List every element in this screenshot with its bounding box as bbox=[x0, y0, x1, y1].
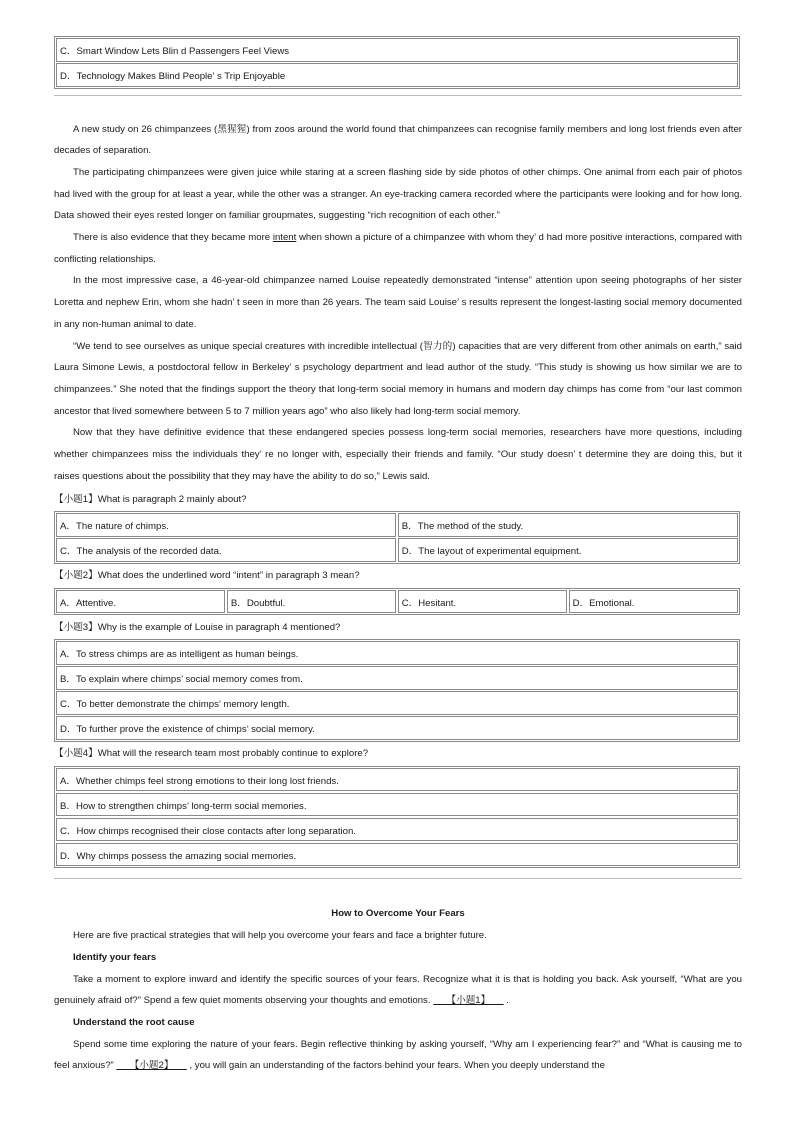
option-row bbox=[56, 716, 738, 740]
exam-page bbox=[54, 36, 742, 1077]
q3-option-d[interactable]: D．To further prove the existence of chimps’ social memory. bbox=[56, 716, 738, 740]
option-row bbox=[56, 691, 738, 715]
answer-blank-1[interactable] bbox=[433, 995, 503, 1006]
question-stem: 【小题4】What will the research team most probably continue to explore? bbox=[54, 748, 369, 760]
text: Spend some time exploring the nature of your fears. Begin reflective thinking by asking yourself, “Why am I experiencing fear?” and “What is causing me to feel anxious?” bbox=[54, 1038, 742, 1072]
q2-option-c[interactable]: C．Hesitant. bbox=[398, 590, 567, 614]
option-row bbox=[56, 513, 738, 537]
question-stem: 【小题3】Why is the example of Louise in paragraph 4 mentioned? bbox=[54, 621, 341, 633]
text: There is also evidence that they became more bbox=[73, 232, 273, 244]
paragraph bbox=[54, 227, 742, 270]
section-heading: Identify your fears bbox=[73, 951, 157, 963]
option-d[interactable]: D．Technology Makes Blind People’ s Trip Enjoyable bbox=[56, 63, 738, 87]
underlined-word: intent bbox=[272, 232, 297, 244]
option-row bbox=[56, 590, 738, 614]
answer-blank-2[interactable] bbox=[116, 1060, 186, 1071]
paragraph bbox=[54, 1034, 742, 1077]
q4-options-table bbox=[54, 766, 740, 869]
option-row bbox=[56, 38, 738, 62]
q3-option-c[interactable]: C．To better demonstrate the chimps’ memory length. bbox=[56, 691, 738, 715]
q3-options-table bbox=[54, 639, 740, 742]
paragraph: A new study on 26 chimpanzees (黑猩猩) from zoos around the world found that chimpanzees can recognise family members and long lost friends even after decades of separation. bbox=[54, 123, 742, 157]
q2-options-table bbox=[54, 588, 740, 616]
question-stem: 【小题1】What is paragraph 2 mainly about? bbox=[54, 493, 247, 505]
option-c[interactable]: C．Smart Window Lets Blin d Passengers Feel Views bbox=[56, 38, 738, 62]
q1-option-c[interactable]: C．The analysis of the recorded data. bbox=[56, 538, 396, 562]
q4-option-d[interactable]: D．Why chimps possess the amazing social memories. bbox=[56, 843, 738, 867]
section-divider bbox=[54, 878, 742, 879]
question-stem: 【小题2】What does the underlined word “intent” in paragraph 3 mean? bbox=[54, 570, 360, 582]
option-row bbox=[56, 843, 738, 867]
q1-option-b[interactable]: B．The method of the study. bbox=[398, 513, 738, 537]
text: Take a moment to explore inward and identify the specific sources of your fears. Recognize what it is that is holding you back. Ask yourself, “What are you genuinely afraid of?” Spend a few quiet moments observing your thoughts and emotions. bbox=[54, 973, 742, 1007]
option-row bbox=[56, 768, 738, 792]
q1-options-table bbox=[54, 511, 740, 564]
q3-option-b[interactable]: B．To explain where chimps’ social memory comes from. bbox=[56, 666, 738, 690]
option-row bbox=[56, 793, 738, 817]
section-heading: Understand the root cause bbox=[73, 1016, 195, 1028]
paragraph: “We tend to see ourselves as unique special creatures with incredible intellectual (智力的) capacities that are very different from other animals on earth,” said Laura Simone Lewis, a postdoctoral fellow in Berkeley’ s psychology department and lead author of the study. “This study is showing us how similar we are to chimpanzees.” She noted that the findings support the theory that long-term social memory in humans and modern day chimps has come from “our last common ancestor that lived somewhere between 5 to 7 million years ago” who also likely had long-term social memory. bbox=[54, 340, 742, 417]
q1-option-a[interactable]: A．The nature of chimps. bbox=[56, 513, 396, 537]
blank-label: 【小题1】 bbox=[446, 995, 491, 1007]
q1-option-d[interactable]: D．The layout of experimental equipment. bbox=[398, 538, 738, 562]
section-divider bbox=[54, 95, 742, 96]
option-row bbox=[56, 538, 738, 562]
paragraph: Here are five practical strategies that will help you overcome your fears and face a brighter future. bbox=[73, 930, 487, 942]
option-row bbox=[56, 666, 738, 690]
option-row bbox=[56, 63, 738, 87]
q4-option-b[interactable]: B．How to strengthen chimps’ long-term social memories. bbox=[56, 793, 738, 817]
text: when shown a picture of a chimpanzee with whom they’ d had more positive interactions, compared with conflicting relationships. bbox=[54, 232, 742, 265]
text: , you will gain an understanding of the factors behind your fears. When you deeply understand the bbox=[189, 1060, 605, 1072]
q4-option-c[interactable]: C．How chimps recognised their close contacts after long separation. bbox=[56, 818, 738, 842]
prev-options-table bbox=[54, 36, 740, 89]
paragraph: In the most impressive case, a 46-year-old chimpanzee named Louise repeatedly demonstrated “intense” attention upon seeing photographs of her sister Loretta and nephew Erin, whom she hadn’ t seen in more than 26 years. The team said Louise’ s results represent the longest-lasting social memory documented in any non-human animal to date. bbox=[54, 275, 742, 330]
text: . bbox=[506, 995, 509, 1007]
passage-fears bbox=[54, 903, 742, 1077]
paragraph: Now that they have definitive evidence that these endangered species possess long-term social memories, researchers have more questions, including whether chimpanzees miss the individuals they’ re no longer with, especially their friends and family. “Our study doesn’ t determine they are doing this, but it raises questions about the possibility that they may have the ability to do so,” Lewis said. bbox=[54, 427, 742, 482]
paragraph: The participating chimpanzees were given juice while staring at a screen flashing side by side photos of other chimps. One animal from each pair of photos had lived with the group for at least a year, while the other was a stranger. An eye-tracking camera recorded where the participants were looking and for how long. Data showed their eyes rested longer on familiar groupmates, suggesting “rich recognition of each other.” bbox=[54, 166, 742, 222]
q2-option-d[interactable]: D．Emotional. bbox=[569, 590, 738, 614]
paragraph bbox=[54, 969, 742, 1012]
option-row bbox=[56, 818, 738, 842]
q2-option-b[interactable]: B．Doubtful. bbox=[227, 590, 396, 614]
passage-title: How to Overcome Your Fears bbox=[331, 908, 465, 920]
option-row bbox=[56, 641, 738, 665]
q2-option-a[interactable]: A．Attentive. bbox=[56, 590, 225, 614]
q3-option-a[interactable]: A．To stress chimps are as intelligent as human beings. bbox=[56, 641, 738, 665]
q4-option-a[interactable]: A．Whether chimps feel strong emotions to their long lost friends. bbox=[56, 768, 738, 792]
blank-label: 【小题2】 bbox=[129, 1060, 174, 1072]
passage-chimpanzees bbox=[54, 119, 742, 488]
